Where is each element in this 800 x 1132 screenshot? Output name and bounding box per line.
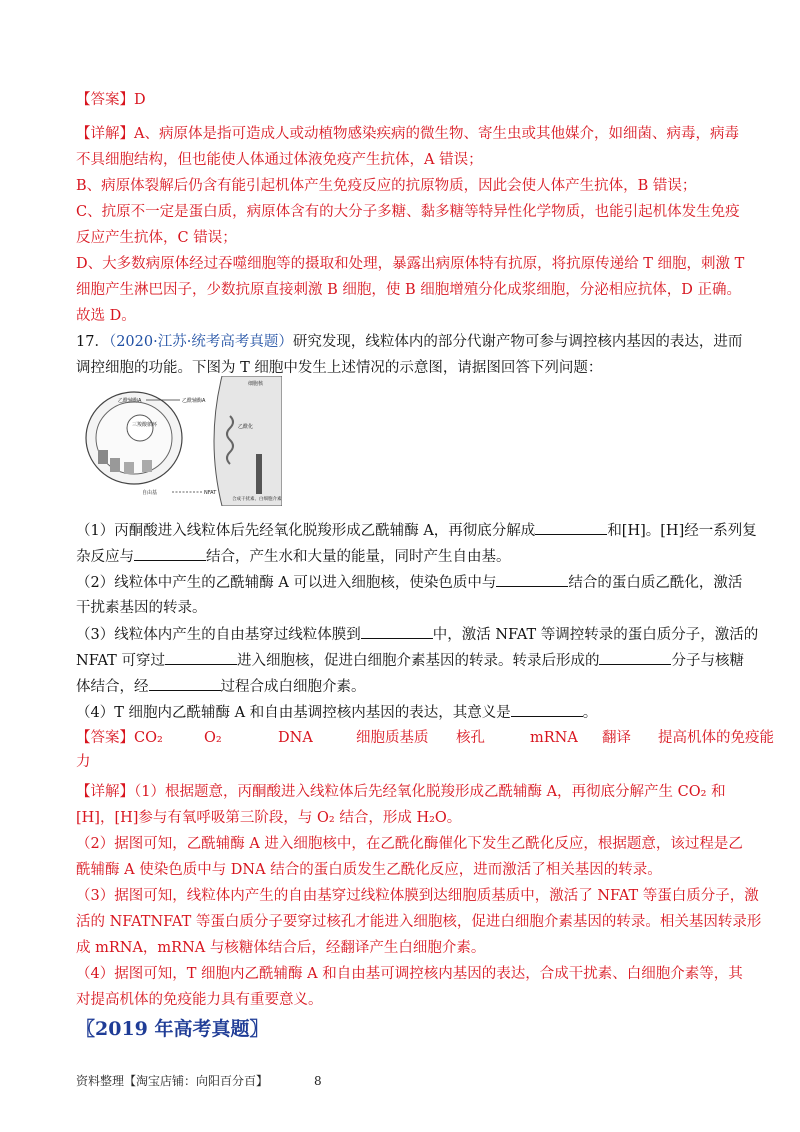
q16-detail-line: C、抗原不一定是蛋白质，病原体含有的大分子多糖、黏多糖等特异性化学物质，也能引起机体发生免疫 [76, 204, 740, 220]
q17-detail-line: 酰辅酶 A 使染色质中与 DNA 结合的蛋白质发生乙酰化反应，进而激活了相关基因的转录。 [76, 862, 662, 878]
section-heading: 〖2019 年高考真题〗 [76, 1018, 269, 1040]
question-text: 结合，产生水和大量的能量，同时产生自由基。 [206, 549, 511, 565]
q17-sub1-line-1 [76, 520, 757, 541]
q17-source: （2020·江苏·统考高考真题） [108, 334, 293, 350]
q16-detail-line: 反应产生抗体，C 错误； [76, 230, 237, 246]
q17-detail-line: [H]，[H]参与有氧呼吸第三阶段，与 O₂ 结合，形成 H₂O。 [76, 810, 462, 826]
q17-stem-line-2: 调控细胞的功能。下图为 T 细胞中发生上述情况的示意图，请据图回答下列问题： [76, 360, 603, 376]
question-text: 分子与核糖 [671, 653, 744, 669]
answer-blank[interactable] [496, 572, 568, 587]
q16-detail-line: D、大多数病原体经过吞噬细胞等的摄取和处理，暴露出病原体特有抗原，将抗原传递给 T 细胞，刺激 T [76, 256, 745, 272]
answer-blank[interactable] [511, 702, 583, 717]
q17-sub4-line [76, 702, 597, 723]
question-text: 。 [582, 705, 598, 721]
page-number: 8 [314, 1074, 322, 1088]
membrane-protein [124, 462, 134, 474]
answer-blank[interactable] [149, 676, 221, 691]
acetyl-coa-label-a: 乙酰辅酶A [118, 398, 142, 404]
free-radical-label: 自由基 [142, 490, 158, 496]
answer-item: 核孔 [456, 730, 485, 746]
q16-detail-line: 故选 D。 [76, 308, 136, 324]
answer-item: CO₂ [134, 730, 163, 746]
question-text: （4）T 细胞内乙酰辅酶 A 和自由基调控核内基因的表达，其意义是 [76, 705, 511, 721]
q16-detail-line: 细胞产生淋巴因子，少数抗原直接刺激 B 细胞，使 B 细胞增殖分化成浆细胞，分泌相应抗体，D 正确。 [76, 282, 741, 298]
acetylation-label: 乙酰化 [238, 424, 254, 430]
answer-blank[interactable] [599, 650, 671, 665]
answer-item: 提高机体的免疫能 [658, 730, 774, 746]
answer-item: mRNA [530, 730, 578, 746]
q16-answer: 【答案】D [76, 92, 146, 108]
footer-text: 资料整理【淘宝店铺：向阳百分百】 [76, 1074, 269, 1088]
nfat-label: NFAT [204, 490, 217, 496]
page-footer [76, 1072, 322, 1089]
q17-detail-line: 【详解】（1）根据题意，丙酮酸进入线粒体后先经氧化脱羧形成乙酰辅酶 A，再彻底分解产生 CO₂ 和 [76, 784, 726, 800]
q17-sub3-line-3 [76, 676, 366, 697]
question-text: 杂反应与 [76, 549, 134, 565]
answer-blank[interactable] [361, 624, 433, 639]
q17-sub1-line-2 [76, 546, 511, 567]
tca-cycle-circle [127, 415, 153, 441]
question-text: 中，激活 NFAT 等调控转录的蛋白质分子，激活的 [432, 627, 759, 643]
answer-item: O₂ [204, 730, 222, 746]
q17-detail-line: （2）据图可知，乙酰辅酶 A 进入细胞核中，在乙酰化酶催化下发生乙酰化反应，根据题意，该过程是乙 [76, 836, 743, 852]
question-text: （1）丙酮酸进入线粒体后先经氧化脱羧形成乙酰辅酶 A，再彻底分解成 [76, 523, 536, 539]
question-text: 进入细胞核，促进白细胞介素基因的转录。转录后形成的 [236, 653, 600, 669]
question-text: 过程合成白细胞介素。 [220, 679, 366, 695]
question-text: （2）线粒体中产生的乙酰辅酶 A 可以进入细胞核，使染色质中与 [76, 575, 497, 591]
q17-detail-line: 成 mRNA，mRNA 与核糖体结合后，经翻译产生白细胞介素。 [76, 940, 486, 956]
tca-label: 三羧酸循环 [132, 422, 158, 428]
membrane-protein [98, 450, 108, 464]
nucleus-label: 细胞核 [248, 381, 264, 387]
q17-detail-line: 对提高机体的免疫能力具有重要意义。 [76, 992, 323, 1008]
question-text: （3）线粒体内产生的自由基穿过线粒体膜到 [76, 627, 361, 643]
answer-item: DNA [278, 730, 313, 746]
q17-answer-label: 【答案】 [76, 730, 134, 746]
q16-detail-line: 【详解】A、病原体是指可造成人或动植物感染疾病的微生物、寄生虫或其他媒介，如细菌、病毒，病毒 [76, 126, 739, 142]
membrane-protein [142, 460, 152, 472]
answer-item: 翻译 [602, 730, 631, 746]
q17-sub2-line-2: 干扰素基因的转录。 [76, 600, 207, 616]
answer-blank[interactable] [165, 650, 237, 665]
q17-stem-line-1 [76, 332, 742, 352]
nucleus-region [214, 376, 282, 506]
q17-number: 17． [76, 334, 109, 350]
q17-detail-line: （4）据图可知，T 细胞内乙酰辅酶 A 和自由基可调控核内基因的表达，合成干扰素、白细胞介素等，其 [76, 966, 743, 982]
acetyl-coa-label-b: 乙酰辅酶A [182, 398, 206, 404]
q17-answer-tail: 力 [76, 754, 91, 770]
answer-blank[interactable] [535, 520, 607, 535]
q17-sub3-line-1 [76, 624, 758, 645]
q17-sub2-line-1 [76, 572, 742, 593]
q16-detail-line: B、病原体裂解后仍含有能引起机体产生免疫反应的抗原物质，因此会使人体产生抗体，B 错误； [76, 178, 697, 194]
answer-blank[interactable] [134, 546, 206, 561]
answer-item: 细胞质基质 [356, 730, 429, 746]
q17-answer-row [76, 728, 774, 748]
membrane-protein [110, 458, 120, 472]
product-label: 合成干扰素、白细胞介素 [232, 497, 282, 502]
q17-detail-line: （3）据图可知，线粒体内产生的自由基穿过线粒体膜到达细胞质基质中，激活了 NFAT 等蛋白质分子，激 [76, 888, 759, 904]
q16-detail-line: 不具细胞结构，但也能使人体通过体液免疫产生抗体，A 错误； [76, 152, 483, 168]
question-text: 结合的蛋白质乙酰化，激活 [568, 575, 743, 591]
question-text: 体结合，经 [76, 679, 149, 695]
gene-bar [256, 454, 262, 494]
question-text: 和[H]。[H]经一系列复 [607, 523, 757, 539]
q17-stem: 研究发现，线粒体内的部分代谢产物可参与调控核内基因的表达，进而 [292, 334, 743, 350]
question-text: NFAT 可穿过 [76, 653, 165, 669]
mitochondria-figure [82, 376, 282, 506]
q17-sub3-line-2 [76, 650, 744, 671]
q17-detail-line: 活的 NFATNFAT 等蛋白质分子要穿过核孔才能进入细胞核，促进白细胞介素基因的转录。相关基因转录形 [76, 914, 762, 930]
